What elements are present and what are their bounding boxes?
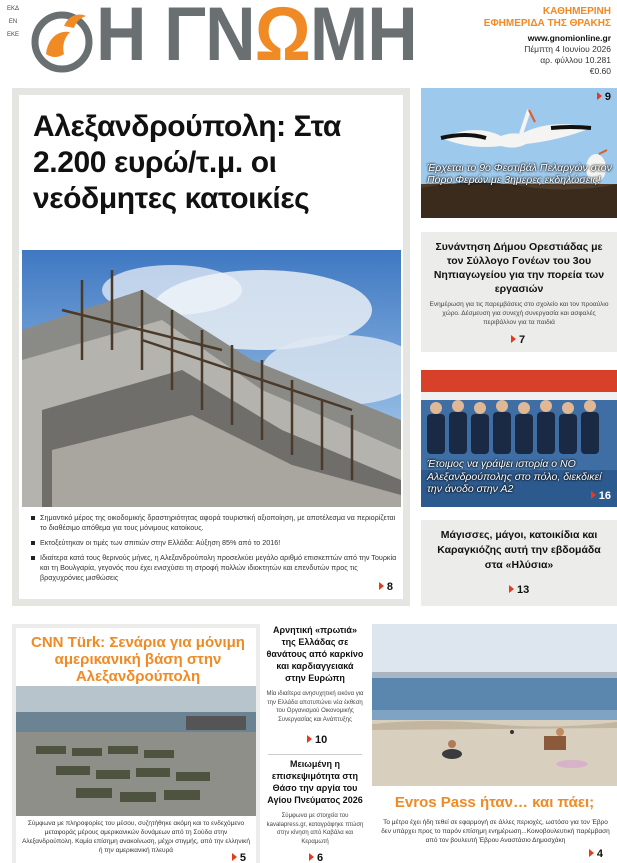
bullet-item[interactable]: Εκτοξεύτηκαν οι τιμές των σπιτιών στην Ελλάδα: Αύξηση 85% από το 2016! (31, 538, 397, 548)
badge-line: ΕΚΕ (6, 32, 19, 38)
cnn-headline[interactable]: CNN Türk: Σενάρια για μόνιμη αμερικανική βάση στην Αλεξανδρούπολη (31, 634, 245, 685)
meeting-summary: Ενημέρωση για τις παρεμβάσεις στο σχολείο και τον προαύλιο χώρο. Δέσμευση για συνεχή συνεργασία και ασφαλές περιβάλλον για τα παιδιά (429, 301, 609, 326)
badge-line: ΕΚΔ (6, 6, 19, 12)
main-story[interactable] (12, 88, 410, 606)
badge-line: ΕΝ (8, 19, 18, 25)
thasos-headline[interactable]: Μειωμένη η επισκεψιμότητα στη Θάσο την αργία του Αγίου Πνεύματος 2026 (267, 759, 363, 805)
thasos-story[interactable] (265, 758, 365, 863)
construction-photo (22, 250, 401, 507)
main-bullets (31, 513, 397, 588)
evros-summary: Το μέτρο έχει ήδη τεθεί σε εφαρμογή σε άλλες περιοχές, ωστόσο για τον Έβρο δεν υπάρχει προς το παρόν επίσημη ενημέρωση...Κοινοβουλευτική παρέμβαση από τον βουλευτή Έβρου Αναστάσιο Δημοσχάκη (381, 819, 610, 844)
page-ref[interactable]: 5 (232, 852, 246, 863)
meeting-headline[interactable]: Συνάντηση Δήμου Ορεστιάδας με τον Σύλλογο Γονέων του 3ου Νηπιαγωγείου για την πορεία των εργασιών (433, 241, 605, 295)
page-ref[interactable]: 10 (307, 734, 327, 746)
issue-date: Πέμπτη 4 Ιουνίου 2026 (524, 44, 611, 54)
storks-caption[interactable]: Έρχεται το 9ο Φεστιβάλ Πελαργών στον Πόρο Φερών με 3ημερες εκδηλώσεις! (427, 162, 612, 186)
page-ref[interactable]: 6 (309, 852, 323, 863)
bird-logo-icon[interactable] (24, 2, 94, 76)
storks-photo (421, 88, 617, 218)
bullet-item[interactable]: Σημαντικό μέρος της οικοδομικής δραστηριότητας αφορά τουριστική αξιοποίηση, με αποτέλεσμα να περιορίζεται το διαθέσιμο απόθεμα για τους μόνιμους κατοίκους. (31, 513, 397, 533)
cancer-summary: Μία ιδιαίτερα ανησυχητική εικόνα για την Ελλάδα αποτυπώνει νέα έκθεση του Οργανισμού Οικονομικής Συνεργασίας και Ανάπτυξης (266, 691, 364, 723)
meeting-story[interactable] (421, 232, 617, 352)
evros-story[interactable] (372, 786, 617, 863)
storks-story[interactable] (421, 88, 617, 218)
military-port-photo (16, 686, 256, 816)
cancer-story[interactable] (265, 624, 365, 752)
tagline: ΚΑΘΗΜΕΡΙΝΗ (542, 6, 611, 17)
membership-badges (4, 6, 22, 76)
cnn-summary: Σύμφωνα με πληροφορίες του μέσου, συζητήθηκε ακόμη και το ενδεχόμενο μεταφοράς μέρους αμερικανικών δυνάμεων από τη Σούδα στην Αλεξανδρούπολη. Καμία επίσημη ανακοίνωση, μέχρι στιγμής, από την ελληνική ή την αμερικανική πλευρά (22, 820, 250, 854)
evros-headline[interactable]: Evros Pass ήταν… και πάει; (394, 794, 595, 811)
polo-story[interactable] (421, 370, 617, 507)
polo-caption[interactable]: Έτοιμος να γράψει ιστορία ο ΝΟ Αλεξανδρούπολης στο πόλο, διεκδικεί την άνοδο στην Α2 (427, 458, 602, 495)
main-headline[interactable]: Αλεξανδρούπολη: Στα 2.200 ευρώ/τ.μ. οι νεόδμητες κατοικίες (33, 110, 341, 215)
website-link[interactable]: www.gnomionline.gr (527, 33, 611, 43)
page-ref[interactable]: 8 (379, 581, 393, 593)
newspaper-title[interactable]: Η ΓΝΩΜΗ (96, 0, 417, 77)
page-ref[interactable]: 9 (597, 91, 611, 103)
page-ref[interactable]: 7 (511, 334, 525, 346)
price: €0.60 (589, 66, 611, 76)
cnn-story[interactable] (12, 624, 260, 863)
masthead (0, 0, 617, 82)
bullet-item[interactable]: Ιδιαίτερα κατά τους θερινούς μήνες, η Αλεξανδρούπολη προσελκύει μεγάλο αριθμό επισκεπτών από την Τουρκία και τη Βουλγαρία, γεγονός που έχει ενισχύσει τη στροφή πολλών ιδιοκτητών και επενδυτών προς τις βραχυχρόνιες μισθώσεις (31, 553, 397, 583)
divider (268, 754, 362, 755)
witches-story[interactable] (421, 520, 617, 606)
issue-number: αρ. φύλλου 10.281 (540, 55, 611, 65)
masthead-info (471, 6, 611, 77)
page-ref[interactable]: 16 (591, 490, 611, 502)
page-ref[interactable]: 13 (509, 584, 529, 596)
cancer-headline[interactable]: Αρνητική «πρωτιά» της Ελλάδας σε θανάτους από καρκίνο και καρδιαγγειακά στην Ευρώπη (266, 625, 364, 683)
page-ref[interactable]: 4 (589, 848, 603, 860)
thasos-summary: Σύμφωνα με στοιχεία του kavalapress.gr, καταγράφηκε πτώση στην κίνηση από Καβάλα και Κεραμωτή (266, 813, 364, 845)
tagline-2: ΕΦΗΜΕΡΙΔΑ ΤΗΣ ΘΡΑΚΗΣ (483, 18, 611, 29)
beach-photo (372, 624, 617, 786)
witches-headline[interactable]: Μάγισσες, μάγοι, κατοικίδια και Καραγκιόζης αυτή την εβδομάδα στα «Ηλύσια» (437, 529, 601, 571)
